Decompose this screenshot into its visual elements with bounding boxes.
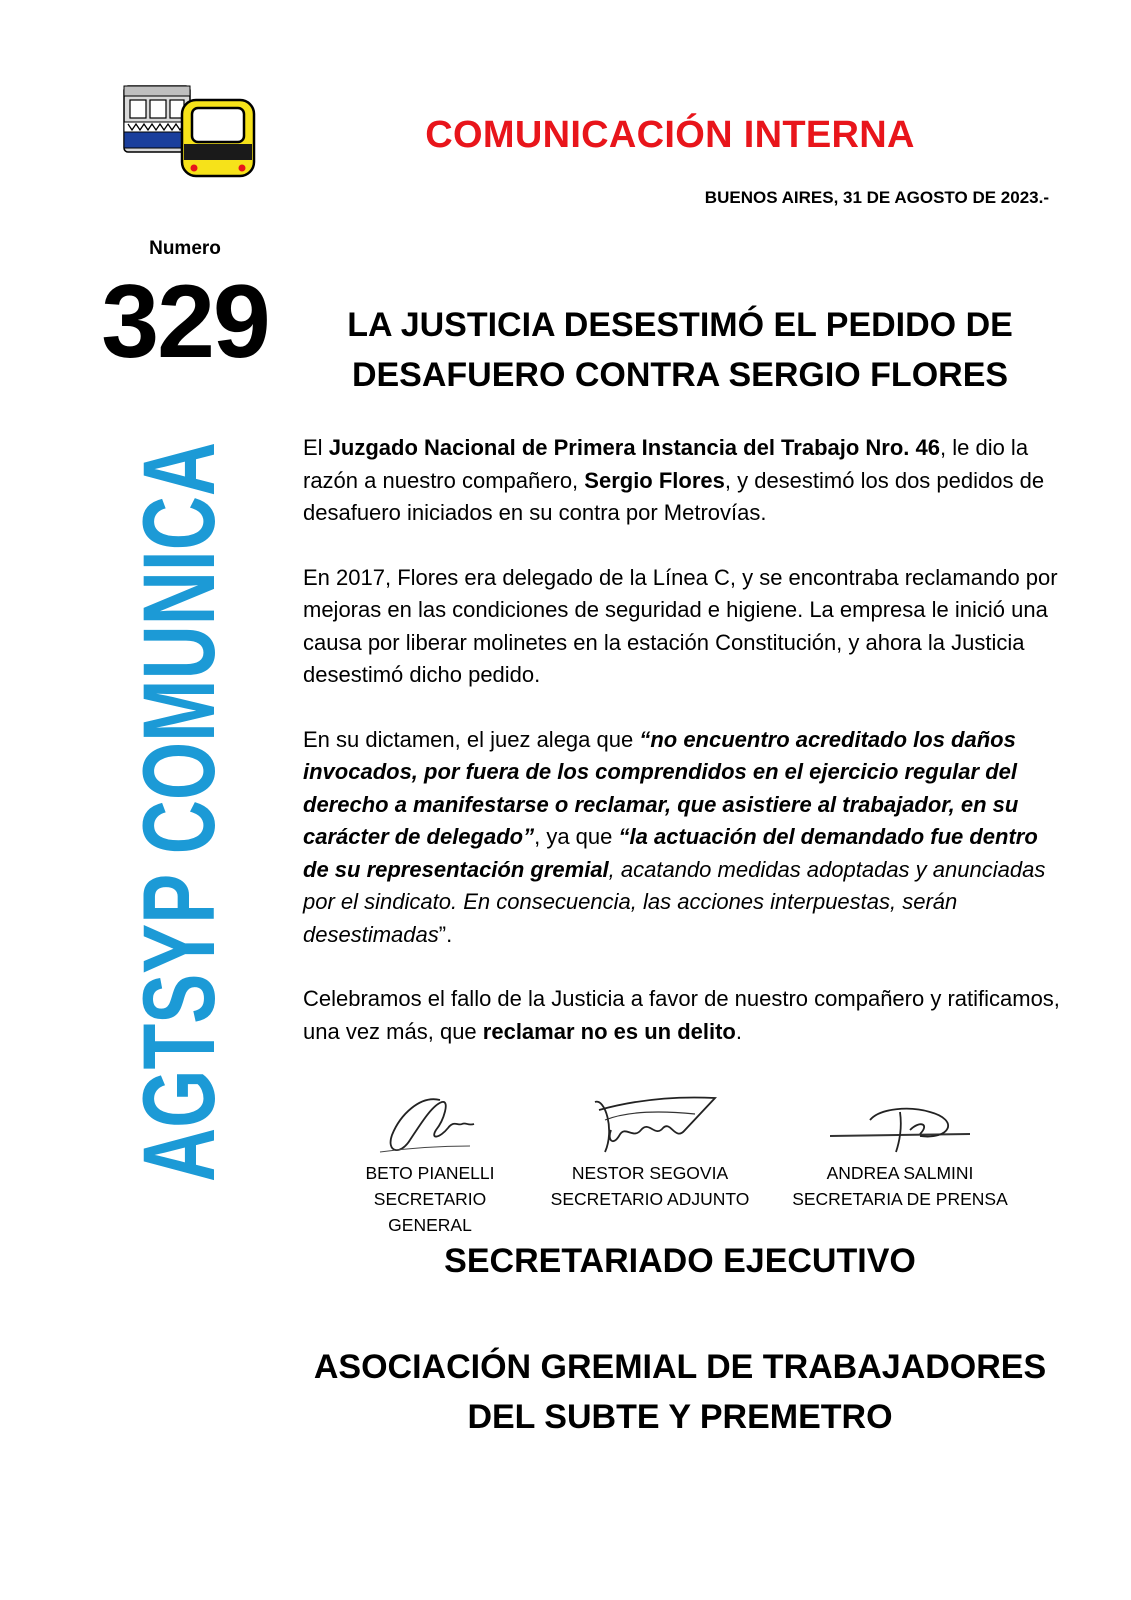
paragraph-4: Celebramos el fallo de la Justicia a favor de nuestro compañero y ratificamos, una vez más, que reclamar no es un delito. <box>303 986 1060 1044</box>
signer-role: SECRETARIO GENERAL <box>373 1189 487 1235</box>
signer-role: SECRETARIA DE PRENSA <box>792 1189 1008 1209</box>
organization-line-2: DEL SUBTE Y PREMETRO <box>467 1398 893 1436</box>
document-date: BUENOS AIRES, 31 DE AGOSTO DE 2023.- <box>704 188 1049 207</box>
signer-name: ANDREA SALMINI <box>826 1163 974 1183</box>
issue-number-label: Numero <box>149 238 221 259</box>
signer-name: NESTOR SEGOVIA <box>571 1163 729 1183</box>
train-logo <box>120 82 260 182</box>
paragraph-1: El Juzgado Nacional de Primera Instancia del Trabajo Nro. 46, le dio la razón a nuestro compañero, Sergio Flores, y desestimó los dos pedidos de desafuero iniciados en su contra por Metrovías. <box>303 435 1045 525</box>
organization-line-1: ASOCIACIÓN GREMIAL DE TRABAJADORES <box>313 1348 1047 1386</box>
body-text <box>303 432 1063 1080</box>
signer-name: BETO PIANELLI <box>365 1163 495 1183</box>
document-title: COMUNICACIÓN INTERNA <box>425 114 915 156</box>
headline-line-2: DESAFUERO CONTRA SERGIO FLORES <box>351 356 1009 394</box>
vertical-brand-text: AGTSYP COMU <box>132 430 232 1182</box>
headline <box>300 300 1060 400</box>
vertical-brand-logo <box>132 430 232 1190</box>
signature-mark <box>370 1090 490 1160</box>
organization-name <box>300 1342 1060 1442</box>
paragraph-2: En 2017, Flores era delegado de la Línea C, y se encontraba reclamando por mejoras en las condiciones de seguridad e higiene. La empresa le inició una causa por liberar molinetes en la estación Constitución, y ahora la Justicia desestimó dicho pedido. <box>303 564 1058 687</box>
issue-number: 329 <box>101 264 269 380</box>
signature-block-prensa <box>790 1090 1010 1212</box>
paragraph-3: En su dictamen, el juez alega que “no encuentro acreditado los daños invocados, por fuera de los comprendidos en el ejercicio regular del derecho a manifestarse o reclamar, que asistiere al trabajador, en su carácter de delegado”, ya que “la actuación del demandado fue dentro de su representación gremial, acatando medidas adoptadas y anunciadas por el sindicato. En consecuencia, las acciones interpuestas, serán desestimadas”. <box>303 726 1046 947</box>
secretariado-heading: SECRETARIADO EJECUTIVO <box>444 1242 916 1280</box>
signature-mark <box>575 1090 725 1160</box>
headline-line-1: LA JUSTICIA DESESTIMÓ EL PEDIDO DE <box>347 306 1013 344</box>
signature-block-general <box>330 1090 530 1238</box>
signature-block-adjunto <box>550 1090 750 1212</box>
signer-role: SECRETARIO ADJUNTO <box>550 1189 750 1209</box>
signature-mark <box>820 1090 980 1160</box>
